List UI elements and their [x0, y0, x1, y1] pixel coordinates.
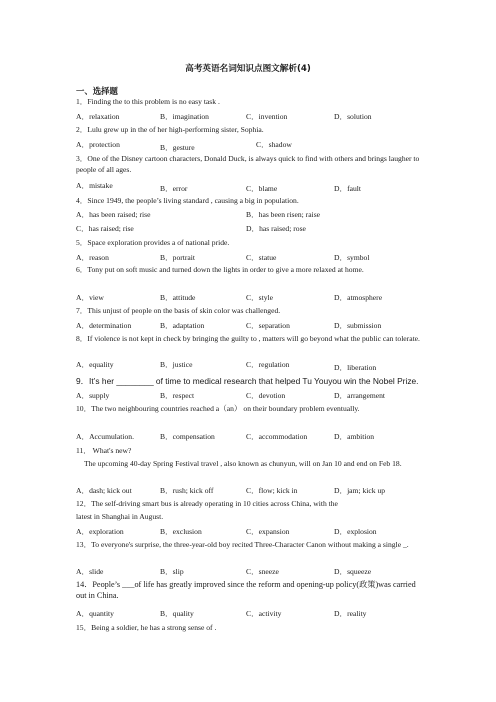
- option: C．sneeze: [246, 567, 279, 576]
- option: C．style: [246, 293, 274, 302]
- option: C．devotion: [246, 391, 286, 400]
- option: A．supply: [76, 391, 110, 400]
- option: D．reality: [334, 609, 367, 618]
- option: A．view: [76, 293, 104, 302]
- option: D．solution: [334, 112, 372, 121]
- page-title: 高考英语名词知识点图文解析(4): [185, 64, 311, 74]
- option: B．respect: [160, 391, 195, 400]
- option: A．mistake: [76, 181, 113, 190]
- option: A．equality: [76, 360, 114, 369]
- option: C．regulation: [246, 360, 290, 369]
- option: C．flow; kick in: [246, 486, 298, 495]
- option-row: [76, 292, 422, 303]
- option-row: [76, 209, 422, 220]
- option-row: [76, 320, 422, 331]
- question-text: 6．Tony put on soft music and turned down the lights in order to give a more relaxed at home.: [76, 265, 364, 274]
- option: B．imagination: [160, 112, 209, 121]
- option: B．gesture: [160, 143, 195, 152]
- question-text: 14．People’s ___of life has greatly improved since the reform and opening-up policy(政策)was carried out in China.: [76, 580, 416, 600]
- question-text: 9．It’s her ________ of time to medical research that helped Tu Youyou win the Nobel Prize.: [76, 376, 419, 386]
- option: A．reason: [76, 253, 109, 262]
- option: A．dash; kick out: [76, 486, 132, 495]
- option-row: [76, 485, 422, 496]
- question-text: 8．If violence is not kept in check by bringing the guilty to , matters will go beyond what the public can tolerate.: [76, 334, 420, 343]
- option: B．portrait: [160, 253, 196, 262]
- option: B．justice: [160, 360, 193, 369]
- option: C．statue: [246, 253, 277, 262]
- option: A．slide: [76, 567, 104, 576]
- option: B．attitude: [160, 293, 196, 302]
- option: D．arrangement: [334, 391, 386, 400]
- option-row: [76, 390, 422, 401]
- option: B．compensation: [160, 432, 215, 441]
- option-row: [76, 608, 422, 619]
- question-text: 7．This unjust of people on the basis of skin color was challenged.: [76, 306, 281, 315]
- option: B．slip: [160, 567, 184, 576]
- option-row: [76, 566, 422, 577]
- question-text: 3．One of the Disney cartoon characters, Donald Duck, is always quick to find with others and brings laugher to people of all ages.: [76, 154, 420, 174]
- option: D．atmosphere: [334, 293, 383, 302]
- question-text: 5．Space exploration provides a of national pride.: [76, 238, 230, 247]
- option: D．symbol: [334, 253, 370, 262]
- option: A．protection: [76, 140, 120, 149]
- option: B．has been risen; raise: [246, 210, 321, 219]
- option: C．activity: [246, 609, 282, 618]
- option: C．expansion: [246, 527, 290, 536]
- option: B．rush; kick off: [160, 486, 214, 495]
- option: D．jam; kick up: [334, 486, 386, 495]
- question-passage: The upcoming 40-day Spring Festival travel , also known as chunyun, will on Jan 10 and end on Feb 18.: [84, 459, 402, 468]
- option: D．squeeze: [334, 567, 372, 576]
- option: A．Accumulation.: [76, 432, 134, 441]
- option: C．blame: [246, 184, 278, 193]
- question-text: 12．The self-driving smart bus is already operating in 10 cities across China, with the: [76, 499, 338, 508]
- question-text: 1．Finding the to this problem is no easy task .: [76, 97, 220, 106]
- option: D．fault: [334, 184, 361, 193]
- question-text: 13．To everyone's surprise, the three-year-old boy recited Three-Character Canon without making a single _.: [76, 540, 409, 549]
- option: B．adaptation: [160, 321, 205, 330]
- option-row: [76, 431, 422, 442]
- option: D．explosion: [334, 527, 377, 536]
- option-row: [76, 526, 422, 537]
- option-row: [76, 359, 422, 370]
- option: B．error: [160, 184, 188, 193]
- option: B．exclusion: [160, 527, 202, 536]
- option: D．submission: [334, 321, 382, 330]
- question-text: 4．Since 1949, the people’s living standard , causing a big in population.: [76, 196, 299, 205]
- option: A．relaxation: [76, 112, 120, 121]
- option: C．separation: [246, 321, 290, 330]
- question-text: 15．Being a soldier, he has a strong sense of .: [76, 623, 217, 632]
- section-heading: 一、选择题: [76, 86, 118, 96]
- option: B．quality: [160, 609, 194, 618]
- option: C．has raised; rise: [76, 224, 134, 233]
- question-text: 2．Lulu grew up in the of her high-performing sister, Sophia.: [76, 125, 264, 134]
- option: C．accommodation: [246, 432, 308, 441]
- option: A．quantity: [76, 609, 114, 618]
- option: D．liberation: [334, 363, 377, 372]
- option: A．determination: [76, 321, 132, 330]
- question-text: 10．The two neighbouring countries reached a（an） on their boundary problem eventually.: [76, 404, 360, 413]
- option: C．invention: [246, 112, 288, 121]
- option: A．has been raised; rise: [76, 210, 151, 219]
- option-row: [76, 252, 422, 263]
- option: D．ambition: [334, 432, 375, 441]
- option: D．has raised; rose: [246, 224, 306, 233]
- option-row: [76, 223, 422, 234]
- option: A．exploration: [76, 527, 124, 536]
- option-row: [76, 180, 422, 191]
- question-text-continued: latest in Shanghai in August.: [76, 512, 164, 521]
- option-row: [76, 111, 422, 122]
- option: C．shadow: [256, 140, 292, 149]
- question-text: 11． What's new?: [76, 446, 132, 455]
- option-row: [76, 139, 422, 150]
